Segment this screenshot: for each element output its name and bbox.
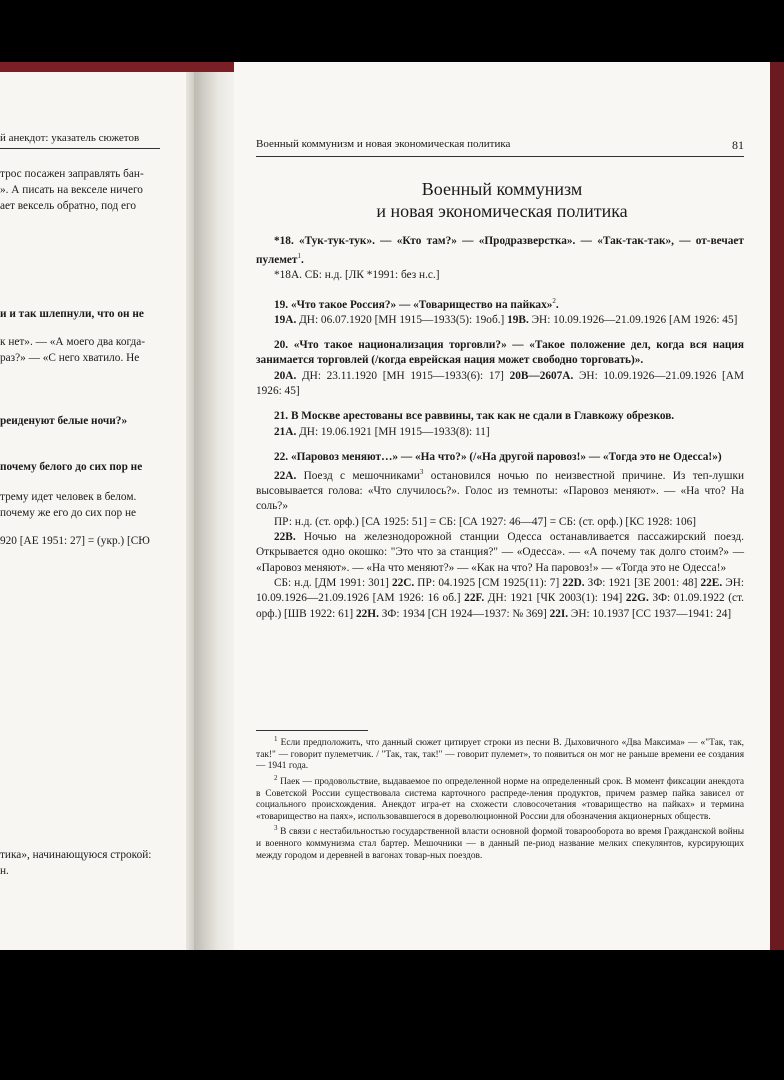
chapter-title-line-1: Военный коммунизм — [421, 179, 583, 199]
left-line: и и так шлепнули, что он не — [0, 308, 144, 320]
left-line: тика», начинающуюся строкой: — [0, 849, 152, 861]
entry-18a: *18А. СБ: н.д. [ЛК *1991: без н.с.] — [274, 269, 440, 282]
left-line: трему идет человек в белом. — [0, 491, 137, 503]
running-head-title: Военный коммунизм и новая экономическая политика — [256, 138, 511, 150]
entry-18: *18. «Тук-тук-тук». — «Кто там?» — «Продразверстка». — «Так-так-так», — от-вечает пулемет$^1$. — [256, 235, 744, 267]
left-running-head — [0, 132, 160, 149]
entries-body — [256, 234, 744, 622]
page-number: 81 — [732, 138, 744, 152]
left-line: н. — [0, 865, 9, 877]
left-line: реиденуют белые ночи?» — [0, 415, 128, 427]
chapter-title — [234, 178, 770, 222]
entry-19a: 19А. ДН: 06.07.1920 [МН 1915—1933(5): 19об.] 19В. ЭН: 10.09.1926—21.09.1926 [АМ 1926: 45] — [274, 313, 738, 326]
entry-22a-source: ПР: н.д. (ст. орф.) [СА 1925: 51] = СБ: [СА 1927: 46—47] = СБ: (ст. орф.) [КС 1928: 106] — [274, 515, 697, 528]
entry-22-sources: СБ: н.д. [ДМ 1991: 301] 22С. ПР: 04.1925 [СМ 1925(11): 7] 22D. ЗФ: 1921 [ЗЕ 2001: 48] 22Е. ЭН: 10.09.1926—21.09.1926 [АМ 1926: 16 об.] 22F. ДН: 1921 [ЧК 2003(1): 194] 22G. ЗФ: 01.09.1922 (ст. орф.) [ШВ 1922: 61] 22Н. ЗФ: 1934 [СН 1924—1937: № 369] 22I. ЭН: 10.1937 [СС 1937—1941: 24] — [256, 576, 744, 620]
footnote-2: $^2$ Паек — продовольствие, выдаваемое по определенной норме на определенный срок. В момент фиксации анекдота в Советской России существовала система карточного распреде-ления продуктов, причем размер пайка зависел от социального происхождения. Анекдот игра-ет на схожести словосочетания «товарищество на пайках» и термина «товарищество на паях», использовавшегося в дореволюционной России для обозначения акционерных обществ. — [256, 773, 745, 822]
left-page — [0, 62, 194, 950]
right-running-head — [256, 138, 744, 157]
left-running-head-text: й анекдот: указатель сюжетов — [0, 132, 140, 144]
entry-21a: 21А. ДН: 19.06.1921 [МН 1915—1933(8): 11] — [274, 425, 490, 438]
entry-22b: 22В. Ночью на железнодорожной станции Одесса останавливается пассажирский поезд. Открывается одно окошко: "Это что за станция?" — «Одесса». — «А почему так долго стоим?» — «Паровоз меняют». — «На что меняют?» — «Как на что? На паровоз!» — «Тогда это не Одесса!» — [256, 531, 744, 574]
left-line: ». А писать на векселе ничего — [0, 184, 143, 196]
entry-19: 19. «Что такое Россия?» — «Товарищество на пайках»$^2$. — [274, 296, 559, 311]
entry-21: 21. В Москве арестованы все раввины, так как не сдали в Главкожу обрезков. — [274, 410, 675, 423]
left-line: к нет». — «А моего два когда- — [0, 336, 146, 348]
entry-22a: 22А. Поезд с мешочниками$^3$ остановился ночью по неизвестной причине. Из теп-лушки высовывается голова: «Что случилось?». Голос из темноты: «Паровоз меняют». — «На что? На соль?» — [256, 468, 744, 513]
chapter-title-line-2: и новая экономическая политика — [376, 201, 628, 221]
book-cover-edge — [770, 62, 784, 950]
left-page-edge — [186, 62, 194, 950]
entry-20: 20. «Что такое национализация торговли?» — «Такое положение дел, когда вся нация занимается торговлей (/когда еврейская нация может свободно торговать)». — [256, 339, 744, 367]
entry-20a: 20А. ДН: 23.11.1920 [МН 1915—1933(6): 17] 20В—2607А. ЭН: 10.09.1926—21.09.1926 [АМ 1926: 45] — [256, 369, 744, 397]
right-page — [234, 62, 784, 950]
left-line: 920 [АЕ 1951: 27] = (укр.) [СЮ — [0, 535, 150, 547]
footnotes — [256, 734, 744, 862]
left-line: трос посажен заправлять бан- — [0, 168, 144, 180]
book-gutter — [194, 62, 234, 950]
footnote-1: $^1$ Если предположить, что данный сюжет цитирует строки из песни В. Дыховичного «Два Максима» — «"Так, так, так!" — говорит пулеметчик. / "Так, так, так!" — говорит пулемет», то появиться он мог не раньше времени ее создания — 1941 года. — [256, 735, 745, 772]
footnote-rule — [256, 730, 368, 731]
entry-22: 22. «Паровоз меняют…» — «На что?» (/«На другой паровоз!» — «Тогда это не Одесса!») — [274, 450, 722, 463]
footnote-3: $^3$ В связи с нестабильностью государственной власти основной формой товарооборота во время Гражданской войны и военного коммунизма стал бартер. Мешочники — в данный пе-риод название мелких спекулянтов, курсирующих между городом и деревней в вагонах товар-ных поездов. — [256, 824, 745, 861]
left-line: почему белого до сих пор не — [0, 461, 143, 473]
left-line: ает вексель обратно, под его — [0, 200, 137, 212]
left-line: почему же его до сих пор не — [0, 507, 137, 519]
left-line: раз?» — «С него хватило. Не — [0, 352, 140, 364]
